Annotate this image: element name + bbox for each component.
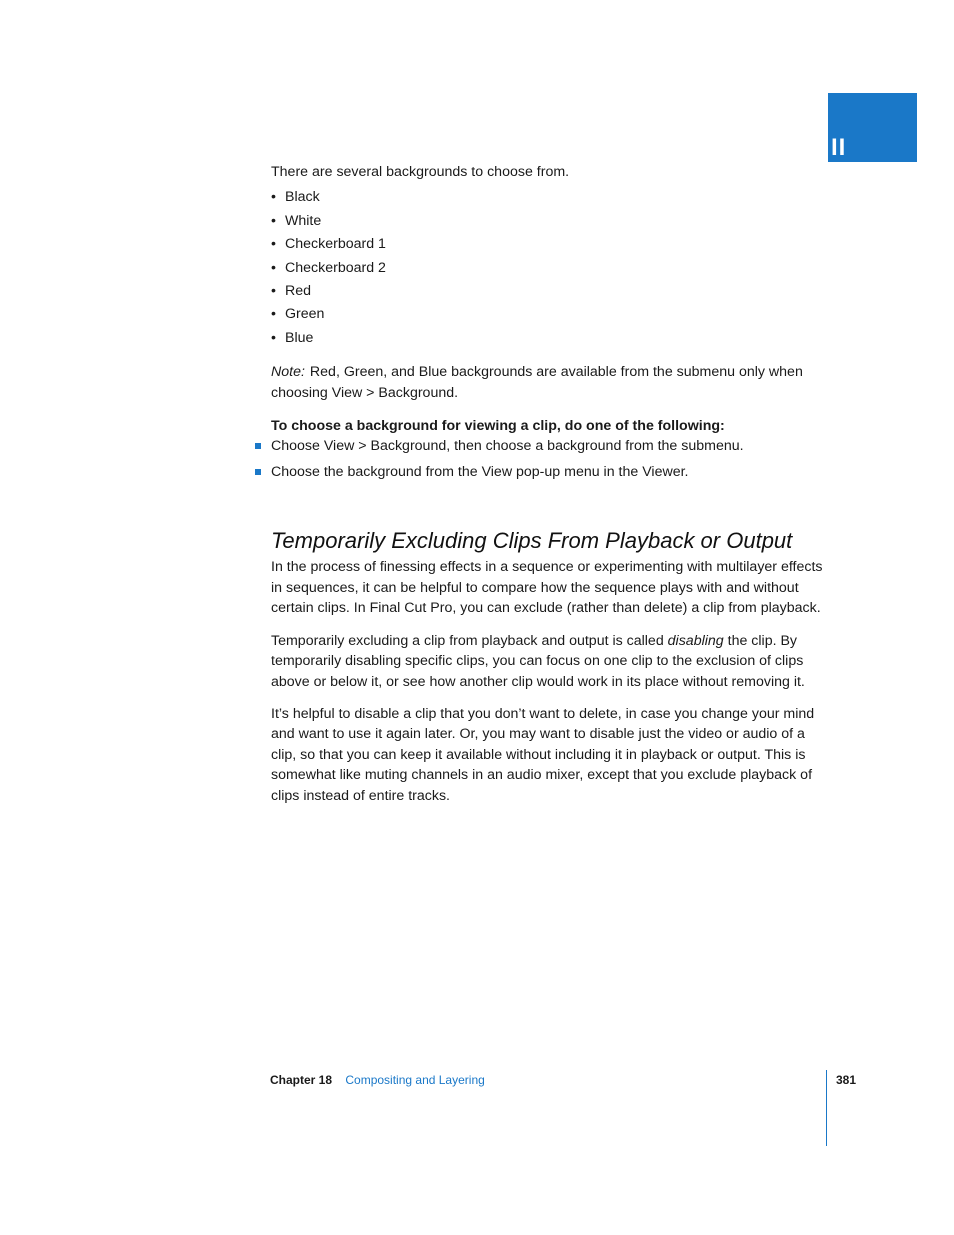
page-footer <box>270 1072 485 1088</box>
square-bullet-icon <box>255 469 261 475</box>
task-step-text: Choose the background from the View pop-up menu in the Viewer. <box>271 464 689 481</box>
note-label: Note: <box>271 364 305 381</box>
note-text: Red, Green, and Blue backgrounds are available from the submenu only when choosing View > Background. <box>271 364 803 401</box>
background-list <box>271 186 831 350</box>
footer-chapter: Chapter 18 <box>270 1073 333 1087</box>
list-item: • Red <box>271 280 831 303</box>
section-paragraph-1: In the process of finessing effects in a sequence or experimenting with multilayer effects in sequences, it can be helpful to compare how the sequence plays with and without certain clips. In Final Cut Pro, you can exclude (rather than delete) a clip from playback. <box>271 559 823 617</box>
list-item: • Checkerboard 2 <box>271 257 831 280</box>
task-step-text: Choose View > Background, then choose a background from the submenu. <box>271 438 744 455</box>
section-paragraph-3: It’s helpful to disable a clip that you don’t want to delete, in case you change your mind and want to use it again later. Or, you may want to disable just the video or audio of a clip, so that you can keep it available without including it in playback or output. This is somewhat like muting channels in an audio mixer, except that you exclude playback of clips instead of entire tracks. <box>271 705 815 804</box>
intro-text: There are several backgrounds to choose from. <box>271 164 570 180</box>
page-number: 381 <box>836 1073 857 1087</box>
part-tab-label: II <box>831 134 847 161</box>
task-step <box>271 436 831 456</box>
task-step <box>271 462 831 482</box>
footer-divider <box>826 1070 827 1146</box>
page-content <box>271 162 831 818</box>
list-item: • Black <box>271 186 831 209</box>
list-item: • White <box>271 210 831 233</box>
para2-text-after: the clip. By temporarily disabling specific clips, you can focus on one clip to the exclusion of clips above or below it, or see how another clip would work in its place without removing it. <box>271 632 805 690</box>
section-heading: Temporarily Excluding Clips From Playback or Output <box>271 528 793 554</box>
note <box>271 362 831 403</box>
part-tab <box>828 93 917 162</box>
list-item: • Blue <box>271 327 831 350</box>
para2-term: disabling <box>667 632 724 649</box>
list-item: • Green <box>271 303 831 326</box>
para2-text-before: Temporarily excluding a clip from playback and output is called <box>271 632 668 649</box>
footer-chapter-title: Compositing and Layering <box>345 1073 485 1087</box>
section-paragraph-2 <box>271 631 831 692</box>
square-bullet-icon <box>255 443 261 449</box>
list-item: • Checkerboard 1 <box>271 233 831 256</box>
task-steps <box>271 436 831 482</box>
task-heading: To choose a background for viewing a clip, do one of the following: <box>271 418 725 435</box>
